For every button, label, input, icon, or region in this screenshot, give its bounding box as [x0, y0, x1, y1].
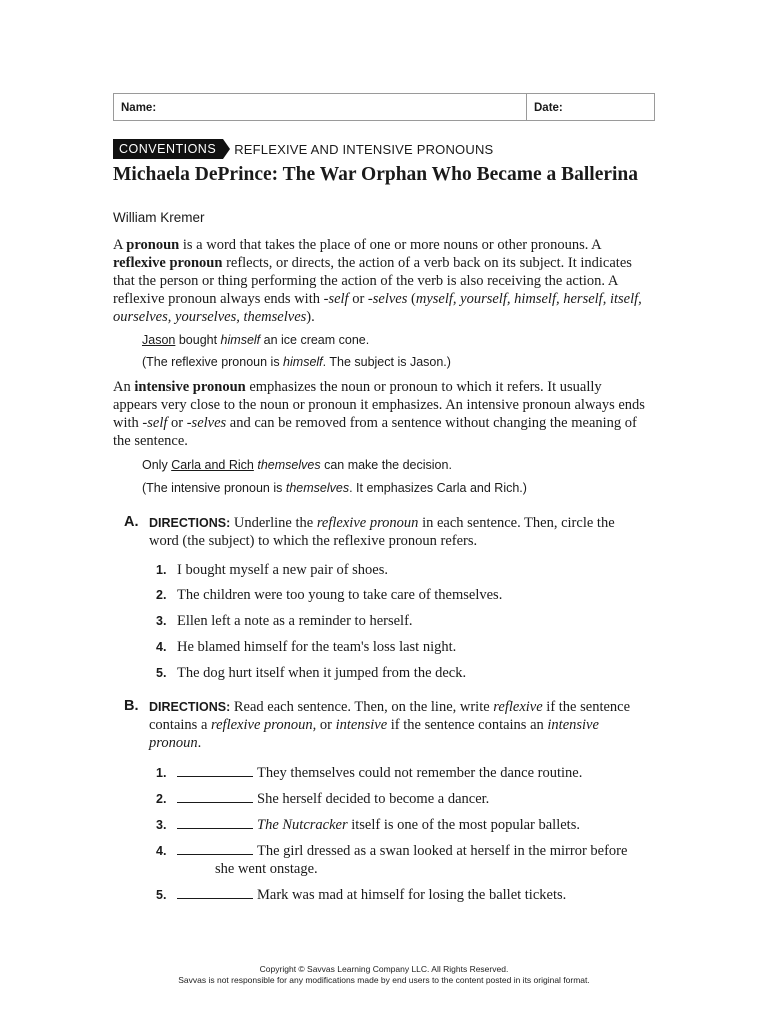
banner-subject: REFLEXIVE AND INTENSIVE PRONOUNS	[234, 141, 494, 157]
banner-arrow	[223, 139, 230, 159]
reflexive-example-note: (The reflexive pronoun is himself. The subject is Jason.)	[142, 355, 451, 369]
intensive-example: Only Carla and Rich themselves can make the decision.	[142, 458, 452, 472]
name-label: Name:	[121, 102, 157, 114]
copyright-line: Copyright © Savvas Learning Company LLC. All Rights Reserved.	[259, 964, 509, 974]
disclaimer-line: Savvas is not responsible for any modifications made by end users to the content posted in its original format.	[178, 975, 590, 985]
name-date-box	[113, 93, 655, 121]
reflexive-intro: A pronoun is a word that takes the place of one or more nouns or other pronouns. A reflexive pronoun reflects, or directs, the action of a verb back on its subject. It indicates that the person or thing performing the action of the verb is also receiving the action. A reflexive pronoun always ends with -self or -selves (myself, yourself, himself, herself, itself, ourselves, yourselves, themselves).	[113, 237, 642, 325]
section-b-letter: B.	[124, 698, 139, 714]
author: William Kremer	[113, 210, 205, 225]
name-date-divider	[526, 94, 527, 120]
conventions-tag: CONVENTIONS	[113, 139, 223, 159]
answer-blank[interactable]	[177, 816, 253, 829]
section-a-directions: DIRECTIONS: Underline the reflexive pronoun in each sentence. Then, circle the word (the subject) to which the reflexive pronoun refers.	[149, 515, 615, 549]
answer-blank[interactable]	[177, 764, 253, 777]
intensive-intro: An intensive pronoun emphasizes the noun or pronoun to which it refers. It usually appears very close to the noun or pronoun it emphasizes. An intensive pronoun always ends with -self or -selves and can be removed from a sentence without changing the meaning of the sentence.	[113, 379, 645, 449]
intensive-example-note: (The intensive pronoun is themselves. It emphasizes Carla and Rich.)	[142, 481, 527, 495]
answer-blank[interactable]	[177, 886, 253, 899]
conventions-banner	[113, 139, 493, 159]
answer-blank[interactable]	[177, 790, 253, 803]
date-label: Date:	[534, 102, 563, 114]
section-a-letter: A.	[124, 514, 139, 530]
answer-blank[interactable]	[177, 842, 253, 855]
section-b-directions: DIRECTIONS: Read each sentence. Then, on the line, write reflexive if the sentence contains a reflexive pronoun, or intensive if the sentence contains an intensive pronoun.	[149, 699, 631, 751]
reflexive-example: Jason bought himself an ice cream cone.	[142, 333, 370, 347]
page-title: Michaela DePrince: The War Orphan Who Became a Ballerina	[113, 164, 639, 185]
